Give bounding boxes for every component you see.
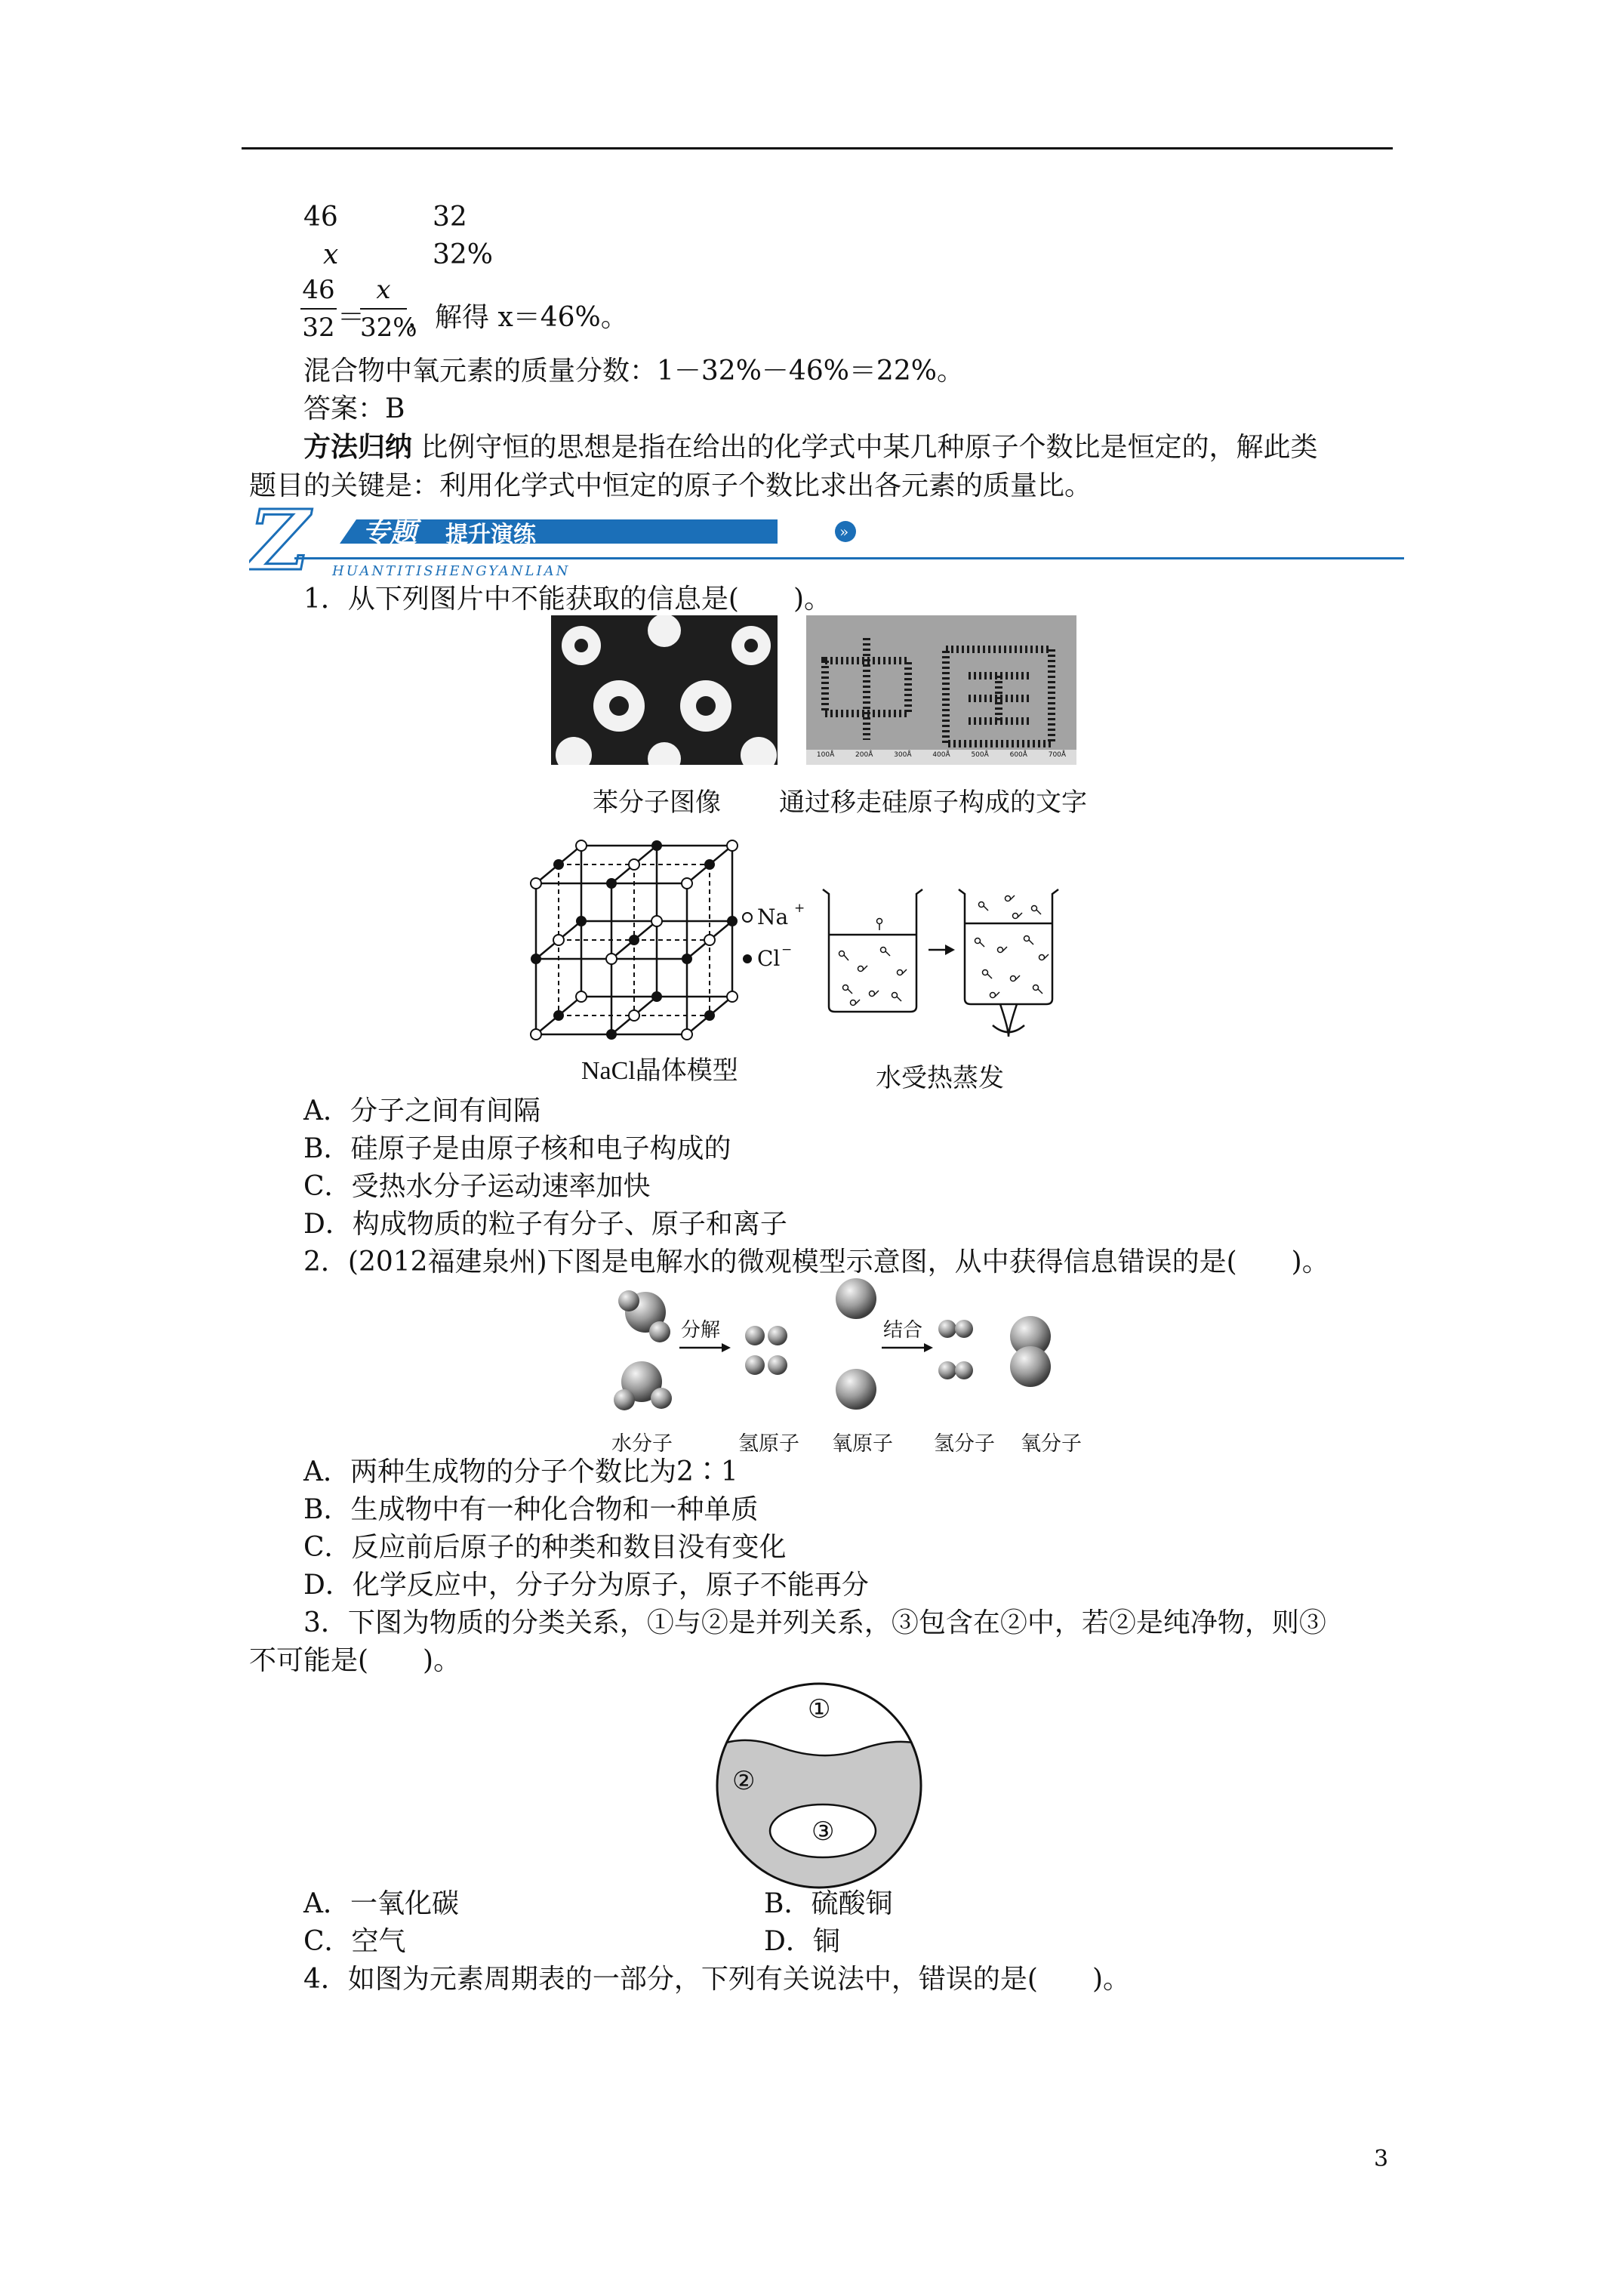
benzene-molecule-pattern	[551, 615, 778, 765]
label-oxygen-molecule: 氧分子	[1021, 1432, 1082, 1456]
water-evaporation-diagram	[815, 882, 1072, 1040]
nacl-crystal-model	[528, 838, 815, 1042]
region-label-1: ①	[808, 1694, 831, 1724]
q1-option-d: D．构成物质的粒子有分子、原子和离子	[303, 1209, 787, 1240]
banner-subtitle: 提升演练	[445, 522, 536, 548]
method-text1: 比例守恒的思想是指在给出的化学式中某几种原子个数比是恒定的，解此类	[420, 432, 1318, 463]
scale-label: 400Å	[932, 751, 950, 759]
na-legend-sup: +	[794, 901, 805, 916]
classification-diagram	[710, 1680, 929, 1891]
label-water-molecule: 水分子	[611, 1432, 673, 1456]
caption-water-evaporation: 水受热蒸发	[876, 1063, 1004, 1093]
page-number: 3	[1374, 2146, 1389, 2172]
q2-option-a: A．两种生成物的分子个数比为2∶1	[303, 1456, 738, 1487]
q1-stem: 1．从下列图片中不能获取的信息是( )。	[303, 584, 831, 615]
benzene-image	[551, 615, 778, 765]
equals-sign: ＝	[337, 302, 365, 333]
calc-row1-b: 32	[433, 202, 467, 233]
classification-circle	[710, 1680, 929, 1891]
region-label-3: ③	[812, 1817, 835, 1847]
na-legend-marker	[743, 913, 752, 922]
silicon-atom-text-pattern	[806, 615, 1076, 765]
q2-option-c: C．反应前后原子的种类和数目没有变化	[303, 1532, 787, 1563]
scale-label: 200Å	[855, 751, 873, 759]
banner-arrow-icon: »	[839, 522, 849, 541]
q4-stem: 4．如图为元素周期表的一部分，下列有关说法中，错误的是( )。	[303, 1964, 1130, 1995]
banner-graphic	[249, 498, 1404, 581]
q3-option-d: D．铜	[764, 1926, 840, 1957]
q3-stem-line2: 不可能是( )。	[249, 1645, 461, 1676]
fraction-bar	[300, 308, 337, 310]
cl-legend-label: Cl	[757, 946, 781, 971]
fraction-x-32	[360, 275, 417, 343]
calc-row2-b: 32%	[433, 239, 494, 270]
scale-label: 500Å	[971, 751, 989, 759]
arrow-icon	[945, 945, 955, 955]
caption-nacl-model: NaCl晶体模型	[581, 1057, 738, 1085]
method-line2: 题目的关键是：利用化学式中恒定的原子个数比求出各元素的质量比。	[249, 470, 1092, 501]
arrow-label-decompose: 分解	[681, 1319, 721, 1342]
cl-legend-sup: −	[781, 942, 793, 957]
electrolysis-model	[604, 1276, 1087, 1427]
calc-row1-a: 46	[303, 202, 338, 233]
method-line1	[303, 430, 1317, 464]
q2-option-b: B．生成物中有一种化合物和一种单质	[303, 1494, 759, 1525]
na-legend-label: Na	[757, 905, 789, 929]
scale-label: 600Å	[1009, 751, 1027, 759]
q2-option-d: D．化学反应中，分子分为原子，原子不能再分	[303, 1570, 869, 1601]
scale-label: 100Å	[816, 751, 835, 759]
calc-row2-a: x	[323, 239, 339, 270]
q3-option-b: B．硫酸铜	[764, 1888, 893, 1919]
fraction-46-32	[300, 275, 337, 343]
section-banner	[249, 498, 1404, 581]
q3-stem-line1: 3．下图为物质的分类关系，①与②是并列关系，③包含在②中，若②是纯净物，则③	[303, 1607, 1326, 1638]
oxygen-fraction-line: 混合物中氧元素的质量分数：1－32%－46%＝22%。	[303, 356, 964, 387]
q3-option-c: C．空气	[303, 1926, 406, 1957]
label-hydrogen-atom: 氢原子	[738, 1432, 799, 1456]
banner-rule	[294, 557, 1404, 559]
electrolysis-diagram	[604, 1276, 1087, 1427]
scale-bar	[806, 751, 1076, 759]
arrow-icon	[924, 1343, 933, 1352]
q1-option-b: B．硅原子是由原子核和电子构成的	[303, 1133, 731, 1164]
fraction-denominator: 32	[302, 313, 335, 343]
caption-silicon-text: 通过移走硅原子构成的文字	[779, 787, 1087, 818]
fraction-bar	[360, 308, 407, 310]
label-oxygen-atom: 氧原子	[832, 1432, 893, 1456]
answer-line: 答案：B	[303, 393, 405, 424]
q1-option-a: A．分子之间有间隔	[303, 1096, 540, 1126]
caption-benzene: 苯分子图像	[593, 787, 721, 818]
solve-text: ，解得 x＝46%。	[408, 302, 628, 333]
banner-title: 专题	[362, 517, 417, 549]
scale-label: 700Å	[1048, 751, 1067, 759]
q1-option-c: C．受热水分子运动速率加快	[303, 1171, 651, 1202]
cl-legend-marker	[743, 954, 752, 963]
header-rule	[242, 147, 1393, 149]
arrow-icon	[722, 1343, 731, 1352]
beaker-diagram	[815, 882, 1072, 1040]
method-label: 方法归纳	[303, 431, 413, 463]
arrow-label-combine: 结合	[883, 1319, 923, 1342]
label-hydrogen-molecule: 氢分子	[934, 1432, 995, 1456]
banner-pinyin: HUANTITISHENGYANLIAN	[332, 563, 571, 579]
fraction-denominator: 32%	[360, 313, 417, 343]
nacl-lattice	[528, 838, 815, 1042]
region-label-2: ②	[732, 1766, 756, 1796]
q3-option-a: A．一氧化碳	[303, 1888, 459, 1919]
q2-stem: 2．(2012福建泉州)下图是电解水的微观模型示意图，从中获得信息错误的是( )。	[303, 1247, 1329, 1277]
fraction-numerator: x	[376, 275, 391, 305]
scale-label: 300Å	[894, 751, 912, 759]
silicon-text-image	[806, 615, 1076, 765]
fraction-numerator: 46	[302, 275, 335, 305]
banner-logo-letter: Z	[249, 498, 310, 581]
